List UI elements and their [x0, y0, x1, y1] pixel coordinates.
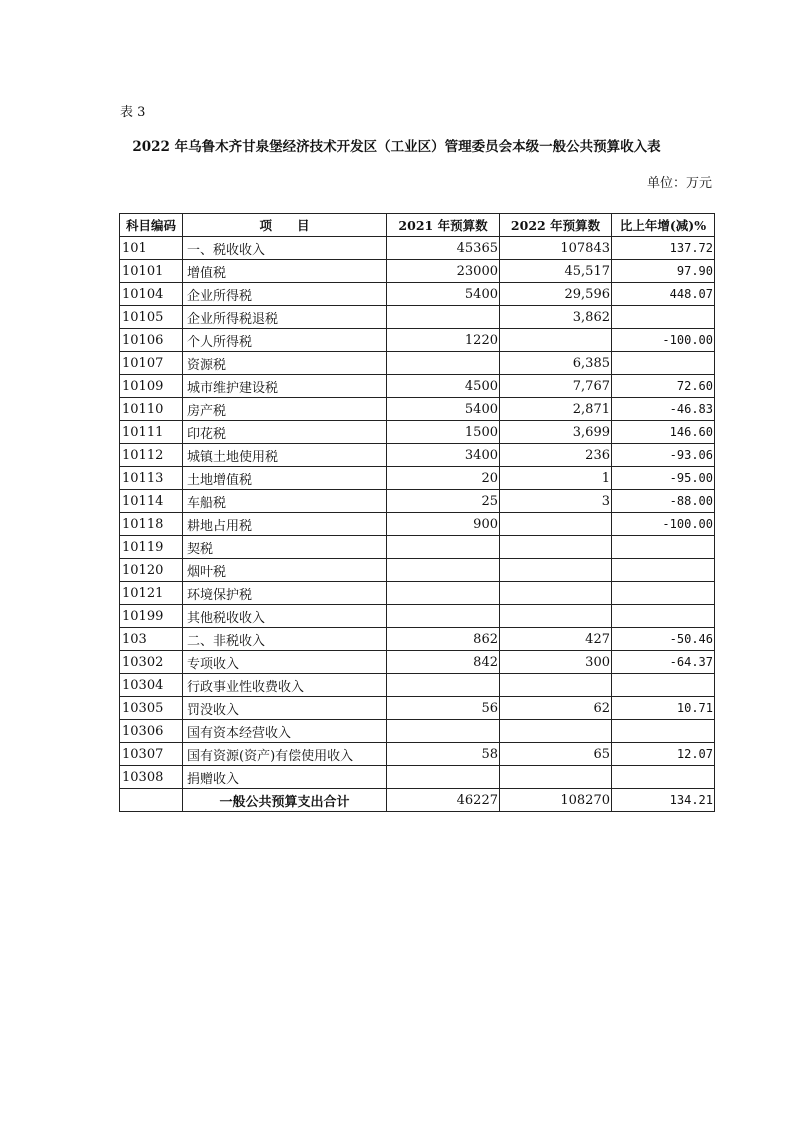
budget-2022-cell: 2,871	[500, 398, 612, 421]
budget-2021-cell: 5400	[387, 283, 500, 306]
change-cell	[612, 306, 715, 329]
budget-2021-cell: 25	[387, 490, 500, 513]
table-row	[120, 306, 715, 329]
change-cell	[612, 582, 715, 605]
change-cell: -88.00	[612, 490, 715, 513]
document-title: 2022 年乌鲁木齐甘泉堡经济技术开发区（工业区）管理委员会本级一般公共预算收入表	[132, 139, 661, 155]
table-row	[120, 352, 715, 375]
budget-2022-cell: 7,767	[500, 375, 612, 398]
code-cell: 10199	[120, 605, 183, 628]
change-cell: -95.00	[612, 467, 715, 490]
budget-2022-cell	[500, 329, 612, 352]
item-cell: 国有资源(资产)有偿使用收入	[183, 743, 387, 766]
budget-2021-cell	[387, 605, 500, 628]
item-cell: 其他税收收入	[183, 605, 387, 628]
budget-2022-cell: 236	[500, 444, 612, 467]
change-cell: 10.71	[612, 697, 715, 720]
change-cell	[612, 605, 715, 628]
item-cell: 企业所得税退税	[183, 306, 387, 329]
header-change-percent: 比上年增(减)%	[612, 214, 715, 237]
table-row	[120, 766, 715, 789]
code-cell: 10107	[120, 352, 183, 375]
table-row	[120, 697, 715, 720]
change-cell: -100.00	[612, 513, 715, 536]
code-cell: 10106	[120, 329, 183, 352]
code-cell: 10306	[120, 720, 183, 743]
change-cell	[612, 674, 715, 697]
table-row	[120, 260, 715, 283]
budget-2022-cell	[500, 605, 612, 628]
total-change: 134.21	[612, 789, 715, 812]
table-number-label: 表 3	[120, 105, 146, 120]
item-cell: 企业所得税	[183, 283, 387, 306]
table-row	[120, 628, 715, 651]
table-row	[120, 375, 715, 398]
table-row	[120, 421, 715, 444]
item-cell: 资源税	[183, 352, 387, 375]
item-cell: 契税	[183, 536, 387, 559]
change-cell: -93.06	[612, 444, 715, 467]
change-cell	[612, 720, 715, 743]
code-cell: 10302	[120, 651, 183, 674]
item-cell: 增值税	[183, 260, 387, 283]
item-cell: 行政事业性收费收入	[183, 674, 387, 697]
budget-2022-cell: 29,596	[500, 283, 612, 306]
code-cell: 10112	[120, 444, 183, 467]
total-code-cell	[120, 789, 183, 812]
budget-2021-cell: 4500	[387, 375, 500, 398]
budget-2021-cell: 862	[387, 628, 500, 651]
budget-2021-cell: 56	[387, 697, 500, 720]
table-row	[120, 674, 715, 697]
budget-2021-cell: 3400	[387, 444, 500, 467]
change-cell	[612, 352, 715, 375]
code-cell: 10110	[120, 398, 183, 421]
table-row	[120, 651, 715, 674]
budget-2022-cell	[500, 513, 612, 536]
budget-2022-cell: 62	[500, 697, 612, 720]
table-row	[120, 582, 715, 605]
table-row	[120, 398, 715, 421]
budget-2022-cell	[500, 559, 612, 582]
item-cell: 环境保护税	[183, 582, 387, 605]
unit-label: 单位：万元	[646, 176, 712, 191]
table-header-row	[120, 214, 715, 237]
change-cell: -64.37	[612, 651, 715, 674]
total-2021: 46227	[387, 789, 500, 812]
code-cell: 10120	[120, 559, 183, 582]
item-cell: 房产税	[183, 398, 387, 421]
budget-2021-cell	[387, 536, 500, 559]
item-cell: 城市维护建设税	[183, 375, 387, 398]
table-row	[120, 536, 715, 559]
table-row	[120, 329, 715, 352]
table-row	[120, 559, 715, 582]
change-cell	[612, 559, 715, 582]
budget-2022-cell: 3,862	[500, 306, 612, 329]
budget-2022-cell	[500, 582, 612, 605]
budget-2021-cell	[387, 559, 500, 582]
budget-2021-cell	[387, 306, 500, 329]
table-row	[120, 743, 715, 766]
item-cell: 国有资本经营收入	[183, 720, 387, 743]
budget-2021-cell: 58	[387, 743, 500, 766]
budget-2022-cell: 427	[500, 628, 612, 651]
table-row	[120, 237, 715, 260]
budget-2021-cell	[387, 352, 500, 375]
header-code: 科目编码	[120, 214, 183, 237]
table-row	[120, 490, 715, 513]
budget-2021-cell: 5400	[387, 398, 500, 421]
budget-2021-cell	[387, 674, 500, 697]
budget-2022-cell	[500, 720, 612, 743]
budget-2022-cell: 1	[500, 467, 612, 490]
budget-2021-cell: 900	[387, 513, 500, 536]
code-cell: 10111	[120, 421, 183, 444]
change-cell	[612, 766, 715, 789]
code-cell: 10109	[120, 375, 183, 398]
code-cell: 10104	[120, 283, 183, 306]
budget-2021-cell	[387, 766, 500, 789]
code-cell: 10304	[120, 674, 183, 697]
change-cell: -46.83	[612, 398, 715, 421]
item-cell: 罚没收入	[183, 697, 387, 720]
budget-2022-cell	[500, 766, 612, 789]
change-cell: -50.46	[612, 628, 715, 651]
change-cell: 146.60	[612, 421, 715, 444]
budget-2021-cell: 1500	[387, 421, 500, 444]
budget-2021-cell: 842	[387, 651, 500, 674]
budget-2022-cell	[500, 536, 612, 559]
code-cell: 10119	[120, 536, 183, 559]
code-cell: 103	[120, 628, 183, 651]
item-cell: 车船税	[183, 490, 387, 513]
budget-2021-cell: 45365	[387, 237, 500, 260]
total-2022: 108270	[500, 789, 612, 812]
item-cell: 二、非税收入	[183, 628, 387, 651]
code-cell: 10114	[120, 490, 183, 513]
budget-2022-cell: 6,385	[500, 352, 612, 375]
item-cell: 印花税	[183, 421, 387, 444]
item-cell: 一、税收收入	[183, 237, 387, 260]
header-item: 项 目	[183, 214, 387, 237]
change-cell: 72.60	[612, 375, 715, 398]
budget-2022-cell: 107843	[500, 237, 612, 260]
code-cell: 10307	[120, 743, 183, 766]
budget-2021-cell: 1220	[387, 329, 500, 352]
item-cell: 城镇土地使用税	[183, 444, 387, 467]
budget-2021-cell: 23000	[387, 260, 500, 283]
change-cell: -100.00	[612, 329, 715, 352]
total-row	[120, 789, 715, 812]
item-cell: 捐赠收入	[183, 766, 387, 789]
change-cell	[612, 536, 715, 559]
item-cell: 个人所得税	[183, 329, 387, 352]
change-cell: 97.90	[612, 260, 715, 283]
item-cell: 土地增值税	[183, 467, 387, 490]
item-cell: 专项收入	[183, 651, 387, 674]
code-cell: 10308	[120, 766, 183, 789]
table-row	[120, 467, 715, 490]
budget-2022-cell: 65	[500, 743, 612, 766]
table-body	[120, 237, 715, 789]
code-cell: 10105	[120, 306, 183, 329]
header-2022-budget: 2022 年预算数	[500, 214, 612, 237]
code-cell: 10121	[120, 582, 183, 605]
total-label: 一般公共预算支出合计	[183, 789, 387, 812]
code-cell: 10118	[120, 513, 183, 536]
code-cell: 10305	[120, 697, 183, 720]
change-cell: 12.07	[612, 743, 715, 766]
change-cell: 137.72	[612, 237, 715, 260]
table-row	[120, 283, 715, 306]
code-cell: 10101	[120, 260, 183, 283]
change-cell: 448.07	[612, 283, 715, 306]
budget-2022-cell: 3,699	[500, 421, 612, 444]
item-cell: 耕地占用税	[183, 513, 387, 536]
budget-2022-cell	[500, 674, 612, 697]
table-row	[120, 444, 715, 467]
code-cell: 101	[120, 237, 183, 260]
budget-2021-cell	[387, 720, 500, 743]
item-cell: 烟叶税	[183, 559, 387, 582]
code-cell: 10113	[120, 467, 183, 490]
budget-2021-cell	[387, 582, 500, 605]
budget-2022-cell: 45,517	[500, 260, 612, 283]
budget-revenue-table	[119, 213, 715, 812]
budget-2022-cell: 3	[500, 490, 612, 513]
budget-2022-cell: 300	[500, 651, 612, 674]
budget-2021-cell: 20	[387, 467, 500, 490]
table-row	[120, 720, 715, 743]
header-2021-budget: 2021 年预算数	[387, 214, 500, 237]
table-row	[120, 513, 715, 536]
table-row	[120, 605, 715, 628]
